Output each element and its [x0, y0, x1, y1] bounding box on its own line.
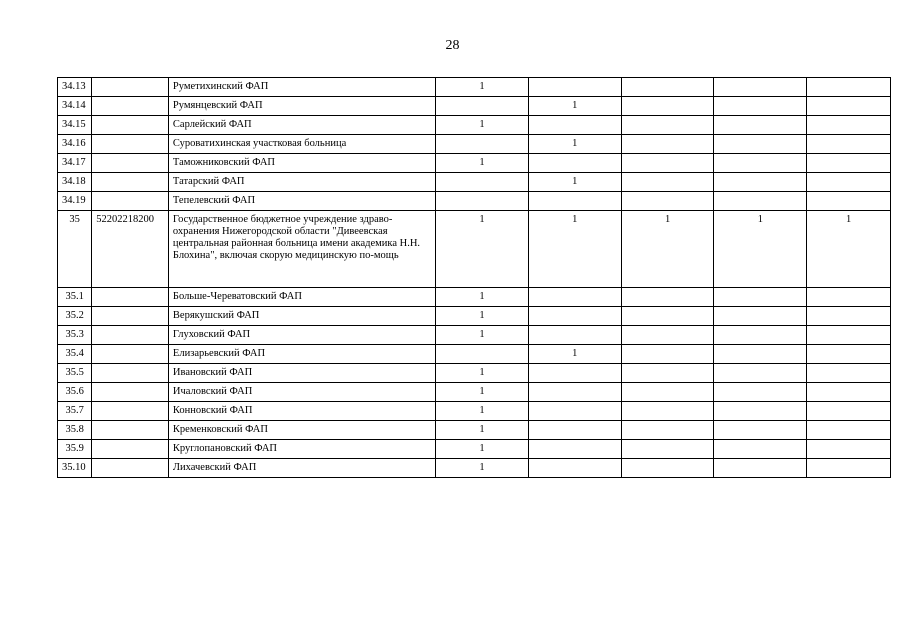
code-cell: [92, 116, 169, 135]
value-cell-3: [621, 97, 714, 116]
value-cell-3: [621, 154, 714, 173]
code-cell: [92, 383, 169, 402]
value-cell-2: 1: [528, 173, 621, 192]
table-row: [58, 326, 891, 345]
value-cell-1: [436, 192, 529, 211]
value-cell-5: [807, 402, 891, 421]
table-row: [58, 78, 891, 97]
value-cell-3: [621, 116, 714, 135]
value-cell-1: 1: [436, 154, 529, 173]
table-row: [58, 307, 891, 326]
value-cell-4: [714, 173, 807, 192]
row-number-cell: 35.8: [58, 421, 92, 440]
row-number-cell: 35.10: [58, 459, 92, 478]
value-cell-1: 1: [436, 364, 529, 383]
value-cell-1: 1: [436, 459, 529, 478]
value-cell-5: [807, 154, 891, 173]
code-cell: [92, 345, 169, 364]
name-cell: Ичаловский ФАП: [168, 383, 435, 402]
name-cell: Тепелевский ФАП: [168, 192, 435, 211]
table-row: [58, 192, 891, 211]
name-cell: Лихачевский ФАП: [168, 459, 435, 478]
table-row: [58, 459, 891, 478]
value-cell-1: [436, 173, 529, 192]
row-number-cell: 34.15: [58, 116, 92, 135]
page-number: 28: [445, 38, 460, 53]
value-cell-3: 1: [621, 211, 714, 288]
value-cell-4: [714, 97, 807, 116]
code-cell: [92, 364, 169, 383]
row-number-cell: 34.14: [58, 97, 92, 116]
row-number-cell: 34.16: [58, 135, 92, 154]
table-row: [58, 383, 891, 402]
value-cell-3: [621, 383, 714, 402]
value-cell-1: [436, 97, 529, 116]
value-cell-3: [621, 364, 714, 383]
value-cell-2: [528, 383, 621, 402]
value-cell-4: [714, 307, 807, 326]
row-number-cell: 34.18: [58, 173, 92, 192]
value-cell-5: 1: [807, 211, 891, 288]
value-cell-2: [528, 154, 621, 173]
table-row: [58, 345, 891, 364]
value-cell-5: [807, 459, 891, 478]
code-cell: [92, 135, 169, 154]
value-cell-3: [621, 421, 714, 440]
value-cell-1: 1: [436, 78, 529, 97]
name-cell: Таможниковский ФАП: [168, 154, 435, 173]
name-cell: Больше-Череватовский ФАП: [168, 288, 435, 307]
table-row: [58, 364, 891, 383]
row-number-cell: 34.17: [58, 154, 92, 173]
value-cell-2: [528, 402, 621, 421]
value-cell-4: [714, 288, 807, 307]
value-cell-4: [714, 326, 807, 345]
value-cell-5: [807, 192, 891, 211]
code-cell: [92, 459, 169, 478]
code-cell: [92, 78, 169, 97]
value-cell-5: [807, 97, 891, 116]
value-cell-4: [714, 440, 807, 459]
row-number-cell: 35.4: [58, 345, 92, 364]
value-cell-2: [528, 459, 621, 478]
name-cell: Сарлейский ФАП: [168, 116, 435, 135]
name-cell: Татарский ФАП: [168, 173, 435, 192]
table-row: [58, 211, 891, 288]
value-cell-4: [714, 154, 807, 173]
value-cell-1: 1: [436, 383, 529, 402]
value-cell-1: 1: [436, 211, 529, 288]
table-row: [58, 288, 891, 307]
value-cell-2: [528, 288, 621, 307]
name-cell: Кременковский ФАП: [168, 421, 435, 440]
name-cell: Государственное бюджетное учреждение здраво-охранения Нижегородской области "Дивеевская центральная районная больница имени академика Н.Н. Блохина", включая скорую медицинскую по-мощь: [168, 211, 435, 288]
code-cell: [92, 288, 169, 307]
row-number-cell: 34.19: [58, 192, 92, 211]
value-cell-3: [621, 459, 714, 478]
value-cell-4: [714, 192, 807, 211]
value-cell-3: [621, 440, 714, 459]
value-cell-4: [714, 421, 807, 440]
value-cell-5: [807, 345, 891, 364]
name-cell: Глуховский ФАП: [168, 326, 435, 345]
code-cell: [92, 402, 169, 421]
value-cell-3: [621, 78, 714, 97]
value-cell-4: [714, 364, 807, 383]
code-cell: [92, 440, 169, 459]
value-cell-1: 1: [436, 402, 529, 421]
value-cell-1: 1: [436, 421, 529, 440]
value-cell-3: [621, 135, 714, 154]
name-cell: Верякушский ФАП: [168, 307, 435, 326]
value-cell-3: [621, 288, 714, 307]
code-cell: 52202218200: [92, 211, 169, 288]
value-cell-2: [528, 78, 621, 97]
value-cell-5: [807, 116, 891, 135]
value-cell-3: [621, 192, 714, 211]
value-cell-4: [714, 78, 807, 97]
table-row: [58, 154, 891, 173]
value-cell-2: [528, 116, 621, 135]
table-row: [58, 421, 891, 440]
value-cell-1: 1: [436, 288, 529, 307]
value-cell-4: [714, 345, 807, 364]
value-cell-5: [807, 383, 891, 402]
name-cell: Круглопановский ФАП: [168, 440, 435, 459]
code-cell: [92, 154, 169, 173]
value-cell-2: [528, 192, 621, 211]
name-cell: Ивановский ФАП: [168, 364, 435, 383]
name-cell: Руметихинский ФАП: [168, 78, 435, 97]
value-cell-4: [714, 459, 807, 478]
table-row: [58, 135, 891, 154]
value-cell-5: [807, 421, 891, 440]
registry-table: [57, 77, 891, 478]
table-row: [58, 402, 891, 421]
row-number-cell: 35.1: [58, 288, 92, 307]
code-cell: [92, 307, 169, 326]
table-row: [58, 116, 891, 135]
value-cell-5: [807, 288, 891, 307]
value-cell-4: [714, 383, 807, 402]
table-row: [58, 440, 891, 459]
value-cell-2: [528, 440, 621, 459]
value-cell-2: [528, 307, 621, 326]
row-number-cell: 35.5: [58, 364, 92, 383]
row-number-cell: 35.3: [58, 326, 92, 345]
value-cell-2: 1: [528, 211, 621, 288]
value-cell-2: [528, 364, 621, 383]
value-cell-3: [621, 326, 714, 345]
table-row: [58, 173, 891, 192]
code-cell: [92, 192, 169, 211]
value-cell-3: [621, 402, 714, 421]
value-cell-4: [714, 402, 807, 421]
value-cell-2: 1: [528, 135, 621, 154]
row-number-cell: 35.6: [58, 383, 92, 402]
value-cell-3: [621, 345, 714, 364]
value-cell-5: [807, 440, 891, 459]
value-cell-1: [436, 135, 529, 154]
code-cell: [92, 326, 169, 345]
row-number-cell: 35.7: [58, 402, 92, 421]
value-cell-4: 1: [714, 211, 807, 288]
value-cell-1: 1: [436, 307, 529, 326]
value-cell-4: [714, 116, 807, 135]
value-cell-2: 1: [528, 345, 621, 364]
name-cell: Елизарьевский ФАП: [168, 345, 435, 364]
row-number-cell: 35: [58, 211, 92, 288]
row-number-cell: 35.9: [58, 440, 92, 459]
value-cell-3: [621, 173, 714, 192]
table-row: [58, 97, 891, 116]
value-cell-5: [807, 173, 891, 192]
value-cell-2: [528, 326, 621, 345]
value-cell-1: [436, 345, 529, 364]
name-cell: Конновский ФАП: [168, 402, 435, 421]
row-number-cell: 34.13: [58, 78, 92, 97]
name-cell: Румянцевский ФАП: [168, 97, 435, 116]
value-cell-3: [621, 307, 714, 326]
value-cell-4: [714, 135, 807, 154]
value-cell-5: [807, 135, 891, 154]
value-cell-5: [807, 364, 891, 383]
value-cell-1: 1: [436, 440, 529, 459]
value-cell-5: [807, 307, 891, 326]
value-cell-1: 1: [436, 116, 529, 135]
value-cell-2: [528, 421, 621, 440]
name-cell: Суроватихинская участковая больница: [168, 135, 435, 154]
row-number-cell: 35.2: [58, 307, 92, 326]
value-cell-5: [807, 326, 891, 345]
value-cell-5: [807, 78, 891, 97]
code-cell: [92, 421, 169, 440]
code-cell: [92, 173, 169, 192]
value-cell-2: 1: [528, 97, 621, 116]
code-cell: [92, 97, 169, 116]
value-cell-1: 1: [436, 326, 529, 345]
